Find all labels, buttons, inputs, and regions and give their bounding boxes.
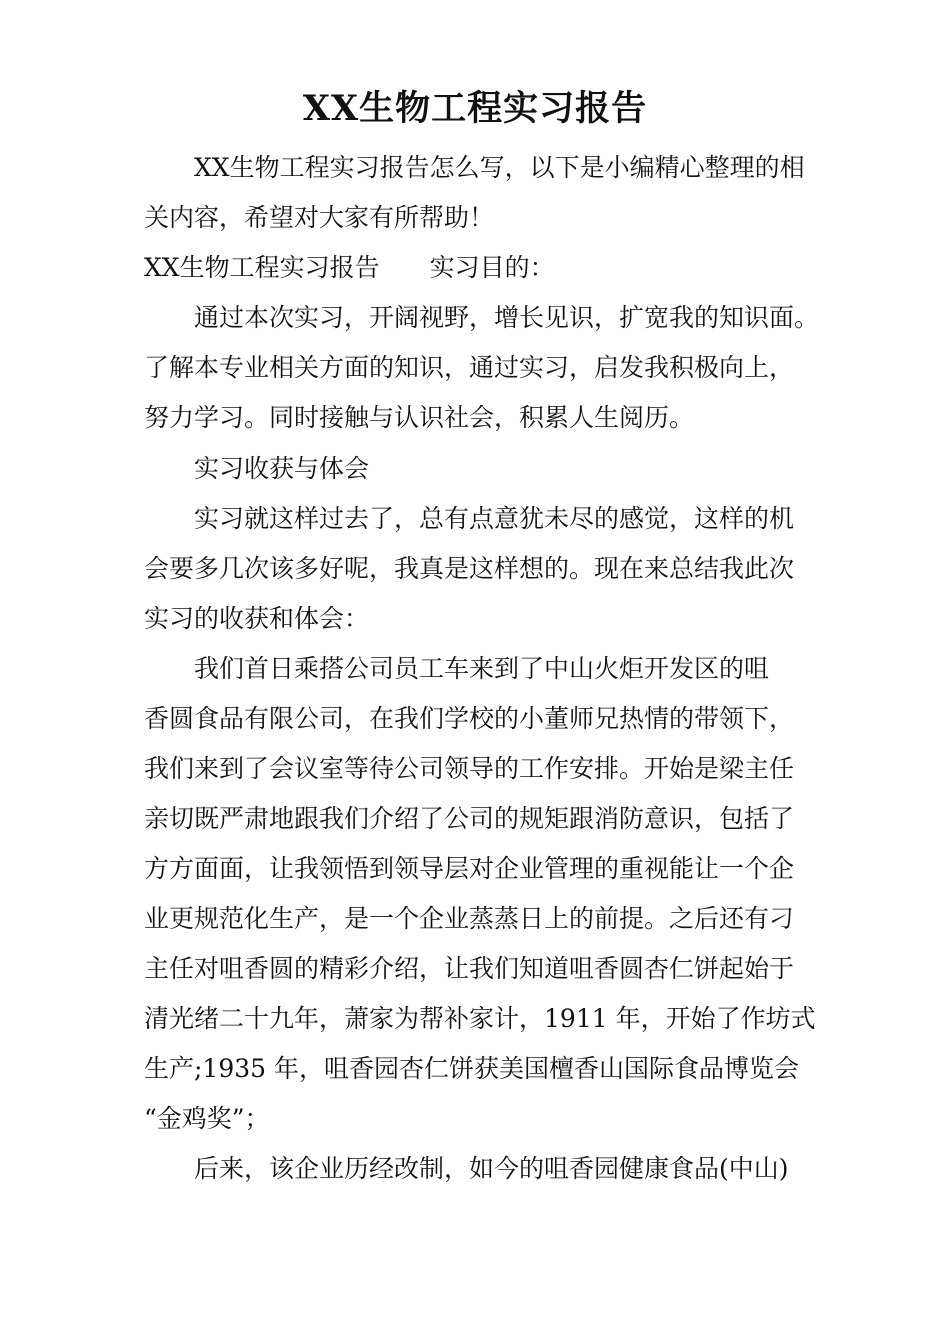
paragraph-line: 通过本次实习，开阔视野，增长见识，扩宽我的知识面。 [194, 303, 820, 332]
paragraph-line: XX生物工程实习报告 实习目的： [144, 253, 555, 282]
paragraph-line: 我们首日乘搭公司员工车来到了中山火炬开发区的咀 [194, 654, 770, 683]
paragraph-line: 关内容，希望对大家有所帮助！ [144, 203, 495, 232]
paragraph-line: “金鸡奖”； [144, 1104, 270, 1133]
paragraph-line: 实习的收获和体会： [144, 604, 370, 633]
paragraph-line: XX生物工程实习报告怎么写，以下是小编精心整理的相 [194, 153, 805, 182]
paragraph-line: 清光绪二十九年，萧家为帮补家计，1911 年，开始了作坊式 [144, 1004, 816, 1033]
document-title: XX生物工程实习报告 [302, 88, 648, 129]
paragraph-line: 香圆食品有限公司，在我们学校的小董师兄热情的带领下， [144, 704, 795, 733]
paragraph-line: 生产;1935 年，咀香园杏仁饼获美国檀香山国际食品博览会 [144, 1054, 799, 1083]
paragraph-line: 了解本专业相关方面的知识，通过实习，启发我积极向上， [144, 353, 795, 382]
paragraph-line: 努力学习。同时接触与认识社会，积累人生阅历。 [144, 403, 695, 432]
paragraph-line: 我们来到了会议室等待公司领导的工作安排。开始是梁主任 [144, 754, 795, 783]
paragraph-line: 会要多几次该多好呢，我真是这样想的。现在来总结我此次 [144, 554, 795, 583]
paragraph-line: 后来，该企业历经改制，如今的咀香园健康食品(中山) [194, 1154, 789, 1183]
paragraph-line: 亲切既严肃地跟我们介绍了公司的规矩跟消防意识，包括了 [144, 804, 795, 833]
paragraph-line: 业更规范化生产，是一个企业蒸蒸日上的前提。之后还有刁 [144, 904, 795, 933]
paragraph-line: 主任对咀香圆的精彩介绍，让我们知道咀香圆杏仁饼起始于 [144, 954, 795, 983]
paragraph-line: 实习就这样过去了，总有点意犹未尽的感觉，这样的机 [194, 504, 795, 533]
paragraph-line: 方方面面，让我领悟到领导层对企业管理的重视能让一个企 [144, 854, 795, 883]
section-heading: 实习收获与体会 [194, 454, 370, 483]
